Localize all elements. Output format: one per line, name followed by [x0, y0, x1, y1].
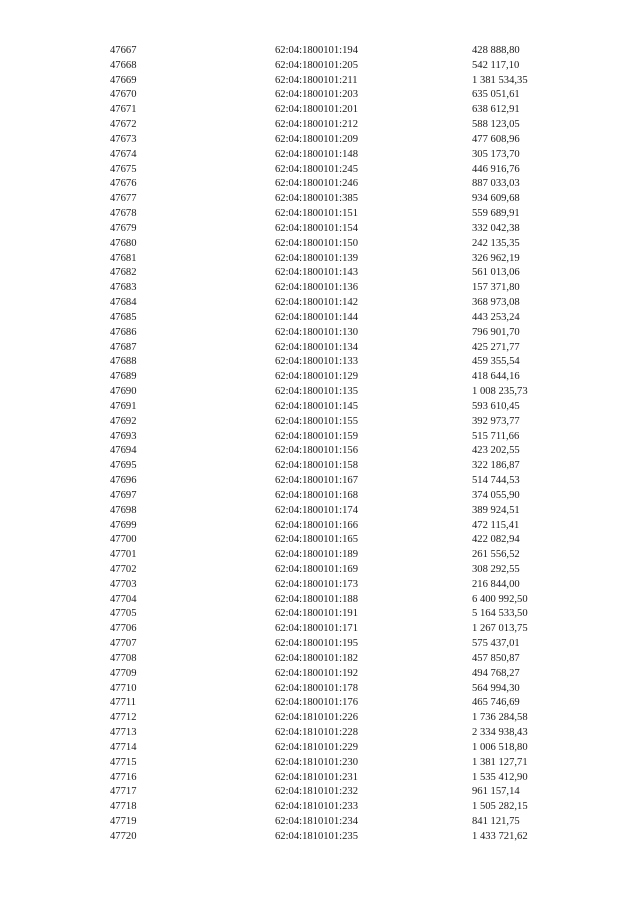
- row-number-cell: 47669: [110, 74, 137, 86]
- cadastral-number-cell: 62:04:1800101:176: [275, 697, 358, 709]
- table-row: [110, 400, 550, 415]
- value-cell: 934 609,68: [472, 193, 520, 205]
- cadastral-number-cell: 62:04:1800101:148: [275, 148, 358, 160]
- value-cell: 465 746,69: [472, 697, 520, 709]
- value-cell: 322 186,87: [472, 460, 520, 472]
- row-number-cell: 47698: [110, 504, 137, 516]
- value-cell: 472 115,41: [472, 519, 520, 531]
- row-number-cell: 47709: [110, 667, 137, 679]
- table-row: [110, 622, 550, 637]
- row-number-cell: 47681: [110, 252, 137, 264]
- row-number-cell: 47695: [110, 460, 137, 472]
- value-cell: 392 973,77: [472, 415, 520, 427]
- row-number-cell: 47714: [110, 741, 137, 753]
- table-row: [110, 311, 550, 326]
- cadastral-number-cell: 62:04:1800101:158: [275, 460, 358, 472]
- value-cell: 542 117,10: [472, 59, 520, 71]
- cadastral-number-cell: 62:04:1800101:173: [275, 578, 358, 590]
- table-row: [110, 696, 550, 711]
- table-row: [110, 237, 550, 252]
- row-number-cell: 47715: [110, 756, 137, 768]
- value-cell: 559 689,91: [472, 208, 520, 220]
- cadastral-number-cell: 62:04:1800101:134: [275, 341, 358, 353]
- table-row: [110, 207, 550, 222]
- table-row: [110, 830, 550, 845]
- cadastral-number-cell: 62:04:1800101:145: [275, 400, 358, 412]
- row-number-cell: 47684: [110, 297, 137, 309]
- value-cell: 796 901,70: [472, 326, 520, 338]
- table-row: [110, 370, 550, 385]
- row-number-cell: 47703: [110, 578, 137, 590]
- table-row: [110, 59, 550, 74]
- table-row: [110, 133, 550, 148]
- value-cell: 593 610,45: [472, 400, 520, 412]
- table-row: [110, 563, 550, 578]
- value-cell: 446 916,76: [472, 163, 520, 175]
- cadastral-number-cell: 62:04:1800101:144: [275, 311, 358, 323]
- row-number-cell: 47667: [110, 45, 137, 56]
- table-row: [110, 474, 550, 489]
- cadastral-number-cell: 62:04:1810101:230: [275, 756, 358, 768]
- table-row: [110, 355, 550, 370]
- table-row: [110, 222, 550, 237]
- table-row: [110, 74, 550, 89]
- row-number-cell: 47710: [110, 682, 137, 694]
- value-cell: 389 924,51: [472, 504, 520, 516]
- value-cell: 1 267 013,75: [472, 623, 528, 635]
- table-row: [110, 415, 550, 430]
- row-number-cell: 47676: [110, 178, 137, 190]
- value-cell: 564 994,30: [472, 682, 520, 694]
- row-number-cell: 47716: [110, 771, 137, 783]
- value-cell: 635 051,61: [472, 89, 520, 101]
- row-number-cell: 47699: [110, 519, 137, 531]
- cadastral-number-cell: 62:04:1800101:130: [275, 326, 358, 338]
- cadastral-number-cell: 62:04:1800101:246: [275, 178, 358, 190]
- row-number-cell: 47685: [110, 311, 137, 323]
- value-cell: 216 844,00: [472, 578, 520, 590]
- table-row: [110, 815, 550, 830]
- row-number-cell: 47713: [110, 727, 137, 739]
- table-row: [110, 252, 550, 267]
- row-number-cell: 47683: [110, 282, 137, 294]
- table-row: [110, 726, 550, 741]
- row-number-cell: 47682: [110, 267, 137, 279]
- table-row: [110, 667, 550, 682]
- cadastral-number-cell: 62:04:1800101:143: [275, 267, 358, 279]
- row-number-cell: 47670: [110, 89, 137, 101]
- value-cell: 423 202,55: [472, 445, 520, 457]
- value-cell: 242 135,35: [472, 237, 520, 249]
- value-cell: 368 973,08: [472, 297, 520, 309]
- row-number-cell: 47717: [110, 786, 137, 798]
- cadastral-number-cell: 62:04:1800101:154: [275, 222, 358, 234]
- value-cell: 515 711,66: [472, 430, 520, 442]
- row-number-cell: 47711: [110, 697, 137, 709]
- table-row: [110, 593, 550, 608]
- value-cell: 5 164 533,50: [472, 608, 528, 620]
- value-cell: 477 608,96: [472, 133, 520, 145]
- table-row: [110, 341, 550, 356]
- value-cell: 422 082,94: [472, 534, 520, 546]
- table-row: [110, 296, 550, 311]
- value-cell: 374 055,90: [472, 489, 520, 501]
- cadastral-number-cell: 62:04:1800101:245: [275, 163, 358, 175]
- value-cell: 457 850,87: [472, 652, 520, 664]
- table-row: [110, 177, 550, 192]
- value-cell: 459 355,54: [472, 356, 520, 368]
- value-cell: 575 437,01: [472, 638, 520, 650]
- row-number-cell: 47706: [110, 623, 137, 635]
- cadastral-number-cell: 62:04:1800101:129: [275, 371, 358, 383]
- value-cell: 261 556,52: [472, 549, 520, 561]
- cadastral-number-cell: 62:04:1800101:192: [275, 667, 358, 679]
- table-row: [110, 637, 550, 652]
- row-number-cell: 47680: [110, 237, 137, 249]
- cadastral-number-cell: 62:04:1800101:188: [275, 593, 358, 605]
- cadastral-number-cell: 62:04:1800101:385: [275, 193, 358, 205]
- cadastral-number-cell: 62:04:1800101:212: [275, 119, 358, 131]
- cadastral-value-table: [110, 44, 550, 845]
- table-row: [110, 519, 550, 534]
- value-cell: 425 271,77: [472, 341, 520, 353]
- cadastral-number-cell: 62:04:1800101:155: [275, 415, 358, 427]
- table-row: [110, 785, 550, 800]
- table-row: [110, 88, 550, 103]
- value-cell: 1 736 284,58: [472, 712, 528, 724]
- value-cell: 561 013,06: [472, 267, 520, 279]
- cadastral-number-cell: 62:04:1800101:135: [275, 386, 358, 398]
- value-cell: 1 535 412,90: [472, 771, 528, 783]
- row-number-cell: 47702: [110, 563, 137, 575]
- value-cell: 418 644,16: [472, 371, 520, 383]
- value-cell: 305 173,70: [472, 148, 520, 160]
- cadastral-number-cell: 62:04:1800101:150: [275, 237, 358, 249]
- row-number-cell: 47719: [110, 816, 137, 828]
- table-row: [110, 771, 550, 786]
- row-number-cell: 47712: [110, 712, 137, 724]
- row-number-cell: 47675: [110, 163, 137, 175]
- row-number-cell: 47701: [110, 549, 137, 561]
- table-row: [110, 281, 550, 296]
- row-number-cell: 47694: [110, 445, 137, 457]
- cadastral-number-cell: 62:04:1800101:171: [275, 623, 358, 635]
- row-number-cell: 47705: [110, 608, 137, 620]
- value-cell: 308 292,55: [472, 563, 520, 575]
- row-number-cell: 47688: [110, 356, 137, 368]
- row-number-cell: 47668: [110, 59, 137, 71]
- value-cell: 6 400 992,50: [472, 593, 528, 605]
- row-number-cell: 47700: [110, 534, 137, 546]
- cadastral-number-cell: 62:04:1800101:182: [275, 652, 358, 664]
- table-row: [110, 682, 550, 697]
- cadastral-number-cell: 62:04:1810101:235: [275, 830, 358, 842]
- table-row: [110, 741, 550, 756]
- cadastral-number-cell: 62:04:1800101:209: [275, 133, 358, 145]
- row-number-cell: 47693: [110, 430, 137, 442]
- row-number-cell: 47692: [110, 415, 137, 427]
- table-row: [110, 44, 550, 59]
- row-number-cell: 47708: [110, 652, 137, 664]
- value-cell: 1 381 127,71: [472, 756, 528, 768]
- row-number-cell: 47720: [110, 830, 137, 842]
- cadastral-number-cell: 62:04:1800101:178: [275, 682, 358, 694]
- row-number-cell: 47696: [110, 475, 137, 487]
- table-row: [110, 548, 550, 563]
- table-row: [110, 533, 550, 548]
- row-number-cell: 47674: [110, 148, 137, 160]
- table-row: [110, 578, 550, 593]
- cadastral-number-cell: 62:04:1800101:169: [275, 563, 358, 575]
- cadastral-number-cell: 62:04:1800101:195: [275, 638, 358, 650]
- table-row: [110, 459, 550, 474]
- table-row: [110, 489, 550, 504]
- value-cell: 157 371,80: [472, 282, 520, 294]
- value-cell: 1 381 534,35: [472, 74, 528, 86]
- table-row: [110, 118, 550, 133]
- value-cell: 326 962,19: [472, 252, 520, 264]
- row-number-cell: 47707: [110, 638, 137, 650]
- cadastral-number-cell: 62:04:1800101:133: [275, 356, 358, 368]
- cadastral-number-cell: 62:04:1810101:228: [275, 727, 358, 739]
- cadastral-number-cell: 62:04:1800101:189: [275, 549, 358, 561]
- value-cell: 961 157,14: [472, 786, 520, 798]
- cadastral-number-cell: 62:04:1800101:136: [275, 282, 358, 294]
- value-cell: 1 505 282,15: [472, 801, 528, 813]
- cadastral-number-cell: 62:04:1800101:142: [275, 297, 358, 309]
- table-row: [110, 800, 550, 815]
- table-row: [110, 711, 550, 726]
- cadastral-number-cell: 62:04:1800101:165: [275, 534, 358, 546]
- table-row: [110, 444, 550, 459]
- cadastral-number-cell: 62:04:1810101:233: [275, 801, 358, 813]
- value-cell: 2 334 938,43: [472, 727, 528, 739]
- row-number-cell: 47691: [110, 400, 137, 412]
- row-number-cell: 47672: [110, 119, 137, 131]
- table-row: [110, 326, 550, 341]
- cadastral-number-cell: 62:04:1810101:226: [275, 712, 358, 724]
- cadastral-number-cell: 62:04:1800101:167: [275, 475, 358, 487]
- cadastral-number-cell: 62:04:1800101:201: [275, 104, 358, 116]
- row-number-cell: 47689: [110, 371, 137, 383]
- row-number-cell: 47671: [110, 104, 137, 116]
- cadastral-number-cell: 62:04:1800101:191: [275, 608, 358, 620]
- value-cell: 514 744,53: [472, 475, 520, 487]
- row-number-cell: 47679: [110, 222, 137, 234]
- cadastral-number-cell: 62:04:1800101:205: [275, 59, 358, 71]
- row-number-cell: 47690: [110, 386, 137, 398]
- cadastral-number-cell: 62:04:1800101:168: [275, 489, 358, 501]
- table-row: [110, 148, 550, 163]
- table-row: [110, 192, 550, 207]
- value-cell: 428 888,80: [472, 45, 520, 56]
- table-row: [110, 652, 550, 667]
- cadastral-number-cell: 62:04:1800101:156: [275, 445, 358, 457]
- table-row: [110, 504, 550, 519]
- value-cell: 1 433 721,62: [472, 830, 528, 842]
- value-cell: 1 008 235,73: [472, 386, 528, 398]
- row-number-cell: 47686: [110, 326, 137, 338]
- row-number-cell: 47704: [110, 593, 137, 605]
- table-row: [110, 756, 550, 771]
- cadastral-number-cell: 62:04:1810101:229: [275, 741, 358, 753]
- table-row: [110, 266, 550, 281]
- value-cell: 1 006 518,80: [472, 741, 528, 753]
- row-number-cell: 47718: [110, 801, 137, 813]
- cadastral-number-cell: 62:04:1800101:211: [275, 74, 358, 86]
- table-row: [110, 163, 550, 178]
- value-cell: 332 042,38: [472, 222, 520, 234]
- cadastral-number-cell: 62:04:1810101:232: [275, 786, 358, 798]
- table-row: [110, 607, 550, 622]
- table-row: [110, 385, 550, 400]
- table-row: [110, 430, 550, 445]
- cadastral-number-cell: 62:04:1800101:159: [275, 430, 358, 442]
- row-number-cell: 47687: [110, 341, 137, 353]
- value-cell: 638 612,91: [472, 104, 520, 116]
- value-cell: 588 123,05: [472, 119, 520, 131]
- row-number-cell: 47678: [110, 208, 137, 220]
- row-number-cell: 47673: [110, 133, 137, 145]
- cadastral-number-cell: 62:04:1800101:166: [275, 519, 358, 531]
- cadastral-number-cell: 62:04:1800101:194: [275, 45, 358, 56]
- value-cell: 887 033,03: [472, 178, 520, 190]
- cadastral-number-cell: 62:04:1800101:203: [275, 89, 358, 101]
- cadastral-number-cell: 62:04:1800101:139: [275, 252, 358, 264]
- cadastral-number-cell: 62:04:1810101:234: [275, 816, 358, 828]
- cadastral-number-cell: 62:04:1800101:174: [275, 504, 358, 516]
- value-cell: 841 121,75: [472, 816, 520, 828]
- table-row: [110, 103, 550, 118]
- value-cell: 494 768,27: [472, 667, 520, 679]
- row-number-cell: 47677: [110, 193, 137, 205]
- cadastral-number-cell: 62:04:1800101:151: [275, 208, 358, 220]
- value-cell: 443 253,24: [472, 311, 520, 323]
- row-number-cell: 47697: [110, 489, 137, 501]
- cadastral-number-cell: 62:04:1810101:231: [275, 771, 358, 783]
